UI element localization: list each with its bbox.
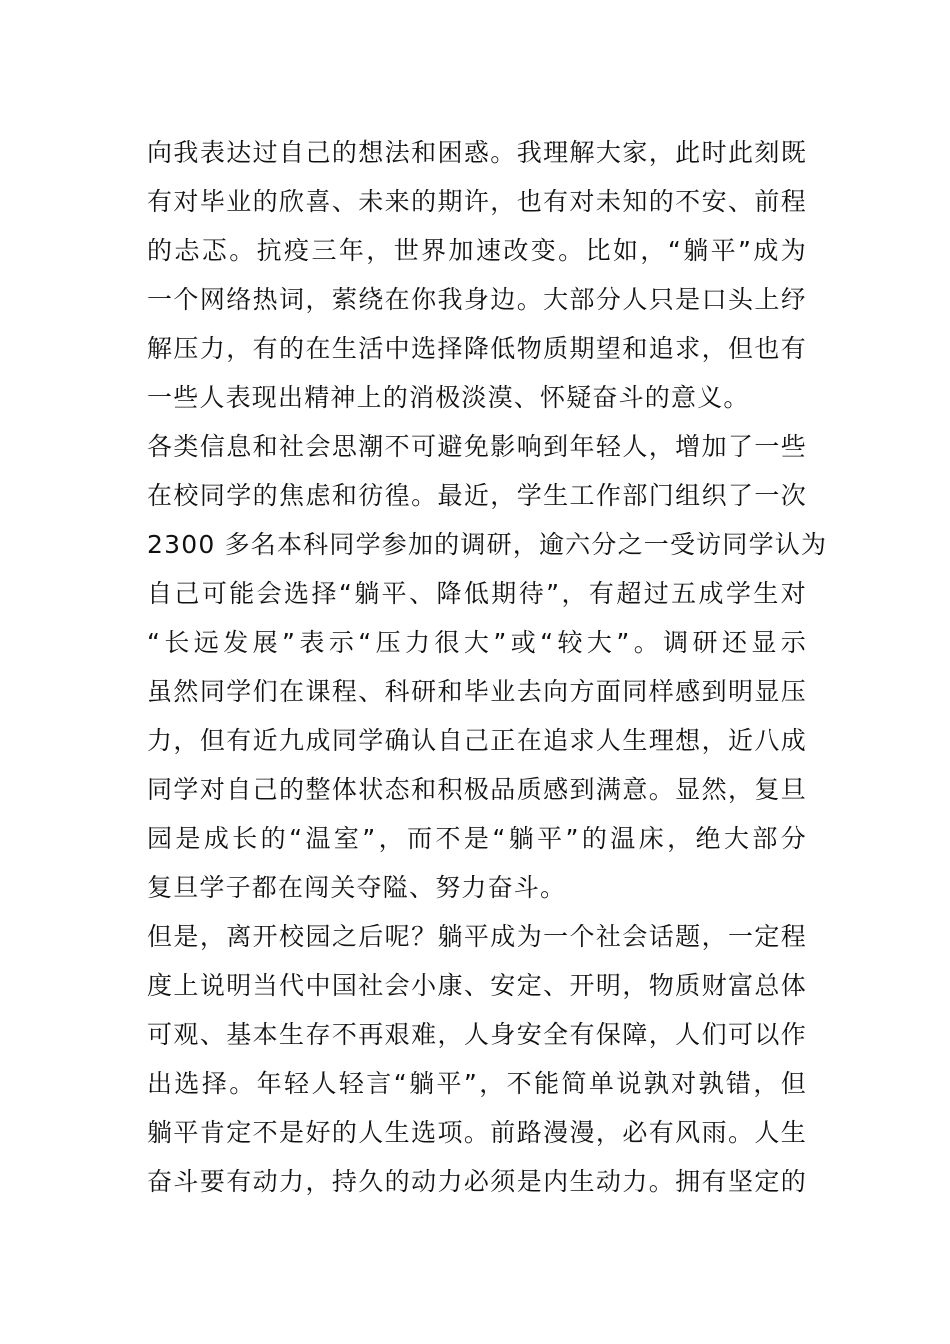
text-line: 的忐忑。抗疫三年，世界加速改变。比如，“躺平”成为 (147, 236, 807, 265)
body-text (147, 128, 828, 1206)
text-line: 复旦学子都在闯关夺隘、努力奋斗。 (147, 873, 567, 902)
text-line: 力，但有近九成同学确认自己正在追求人生理想，近八成 (147, 726, 807, 755)
text-line: 解压力，有的在生活中选择降低物质期望和追求，但也有 (147, 334, 807, 363)
text-line: 出选择。年轻人轻言“躺平”，不能简单说孰对孰错，但 (147, 1069, 807, 1098)
text-line: 一些人表现出精神上的消极淡漠、怀疑奋斗的意义。 (147, 383, 750, 412)
text-line: 躺平肯定不是好的人生选项。前路漫漫，必有风雨。人生 (147, 1118, 807, 1147)
text-line: 向我表达过自己的想法和困惑。我理解大家，此时此刻既 (147, 138, 807, 167)
text-line: 在校同学的焦虑和彷徨。最近，学生工作部门组织了一次 (147, 481, 807, 510)
text-line: 有对毕业的欣喜、未来的期许，也有对未知的不安、前程 (147, 187, 807, 216)
text-line: 园是成长的“温室”，而不是“躺平”的温床，绝大部分 (147, 824, 807, 853)
text-line: 自己可能会选择“躺平、降低期待”，有超过五成学生对 (147, 579, 807, 608)
text-line: “长远发展”表示“压力很大”或“较大”。调研还显示 (147, 628, 807, 657)
text-line: 同学对自己的整体状态和积极品质感到满意。显然，复旦 (147, 775, 807, 804)
text-line: 一个网络热词，萦绕在你我身边。大部分人只是口头上纾 (147, 285, 807, 314)
text-line: 但是，离开校园之后呢？躺平成为一个社会话题，一定程 (147, 922, 807, 951)
text-line: 可观、基本生存不再艰难，人身安全有保障，人们可以作 (147, 1020, 807, 1049)
text-line: 度上说明当代中国社会小康、安定、开明，物质财富总体 (147, 971, 807, 1000)
text-line: 奋斗要有动力，持久的动力必须是内生动力。拥有坚定的 (147, 1167, 807, 1196)
text-line: 虽然同学们在课程、科研和毕业去向方面同样感到明显压 (147, 677, 807, 706)
text-line: 各类信息和社会思潮不可避免影响到年轻人，增加了一些 (147, 432, 807, 461)
text-line: 2300 多名本科同学参加的调研，逾六分之一受访同学认为 (147, 530, 828, 559)
